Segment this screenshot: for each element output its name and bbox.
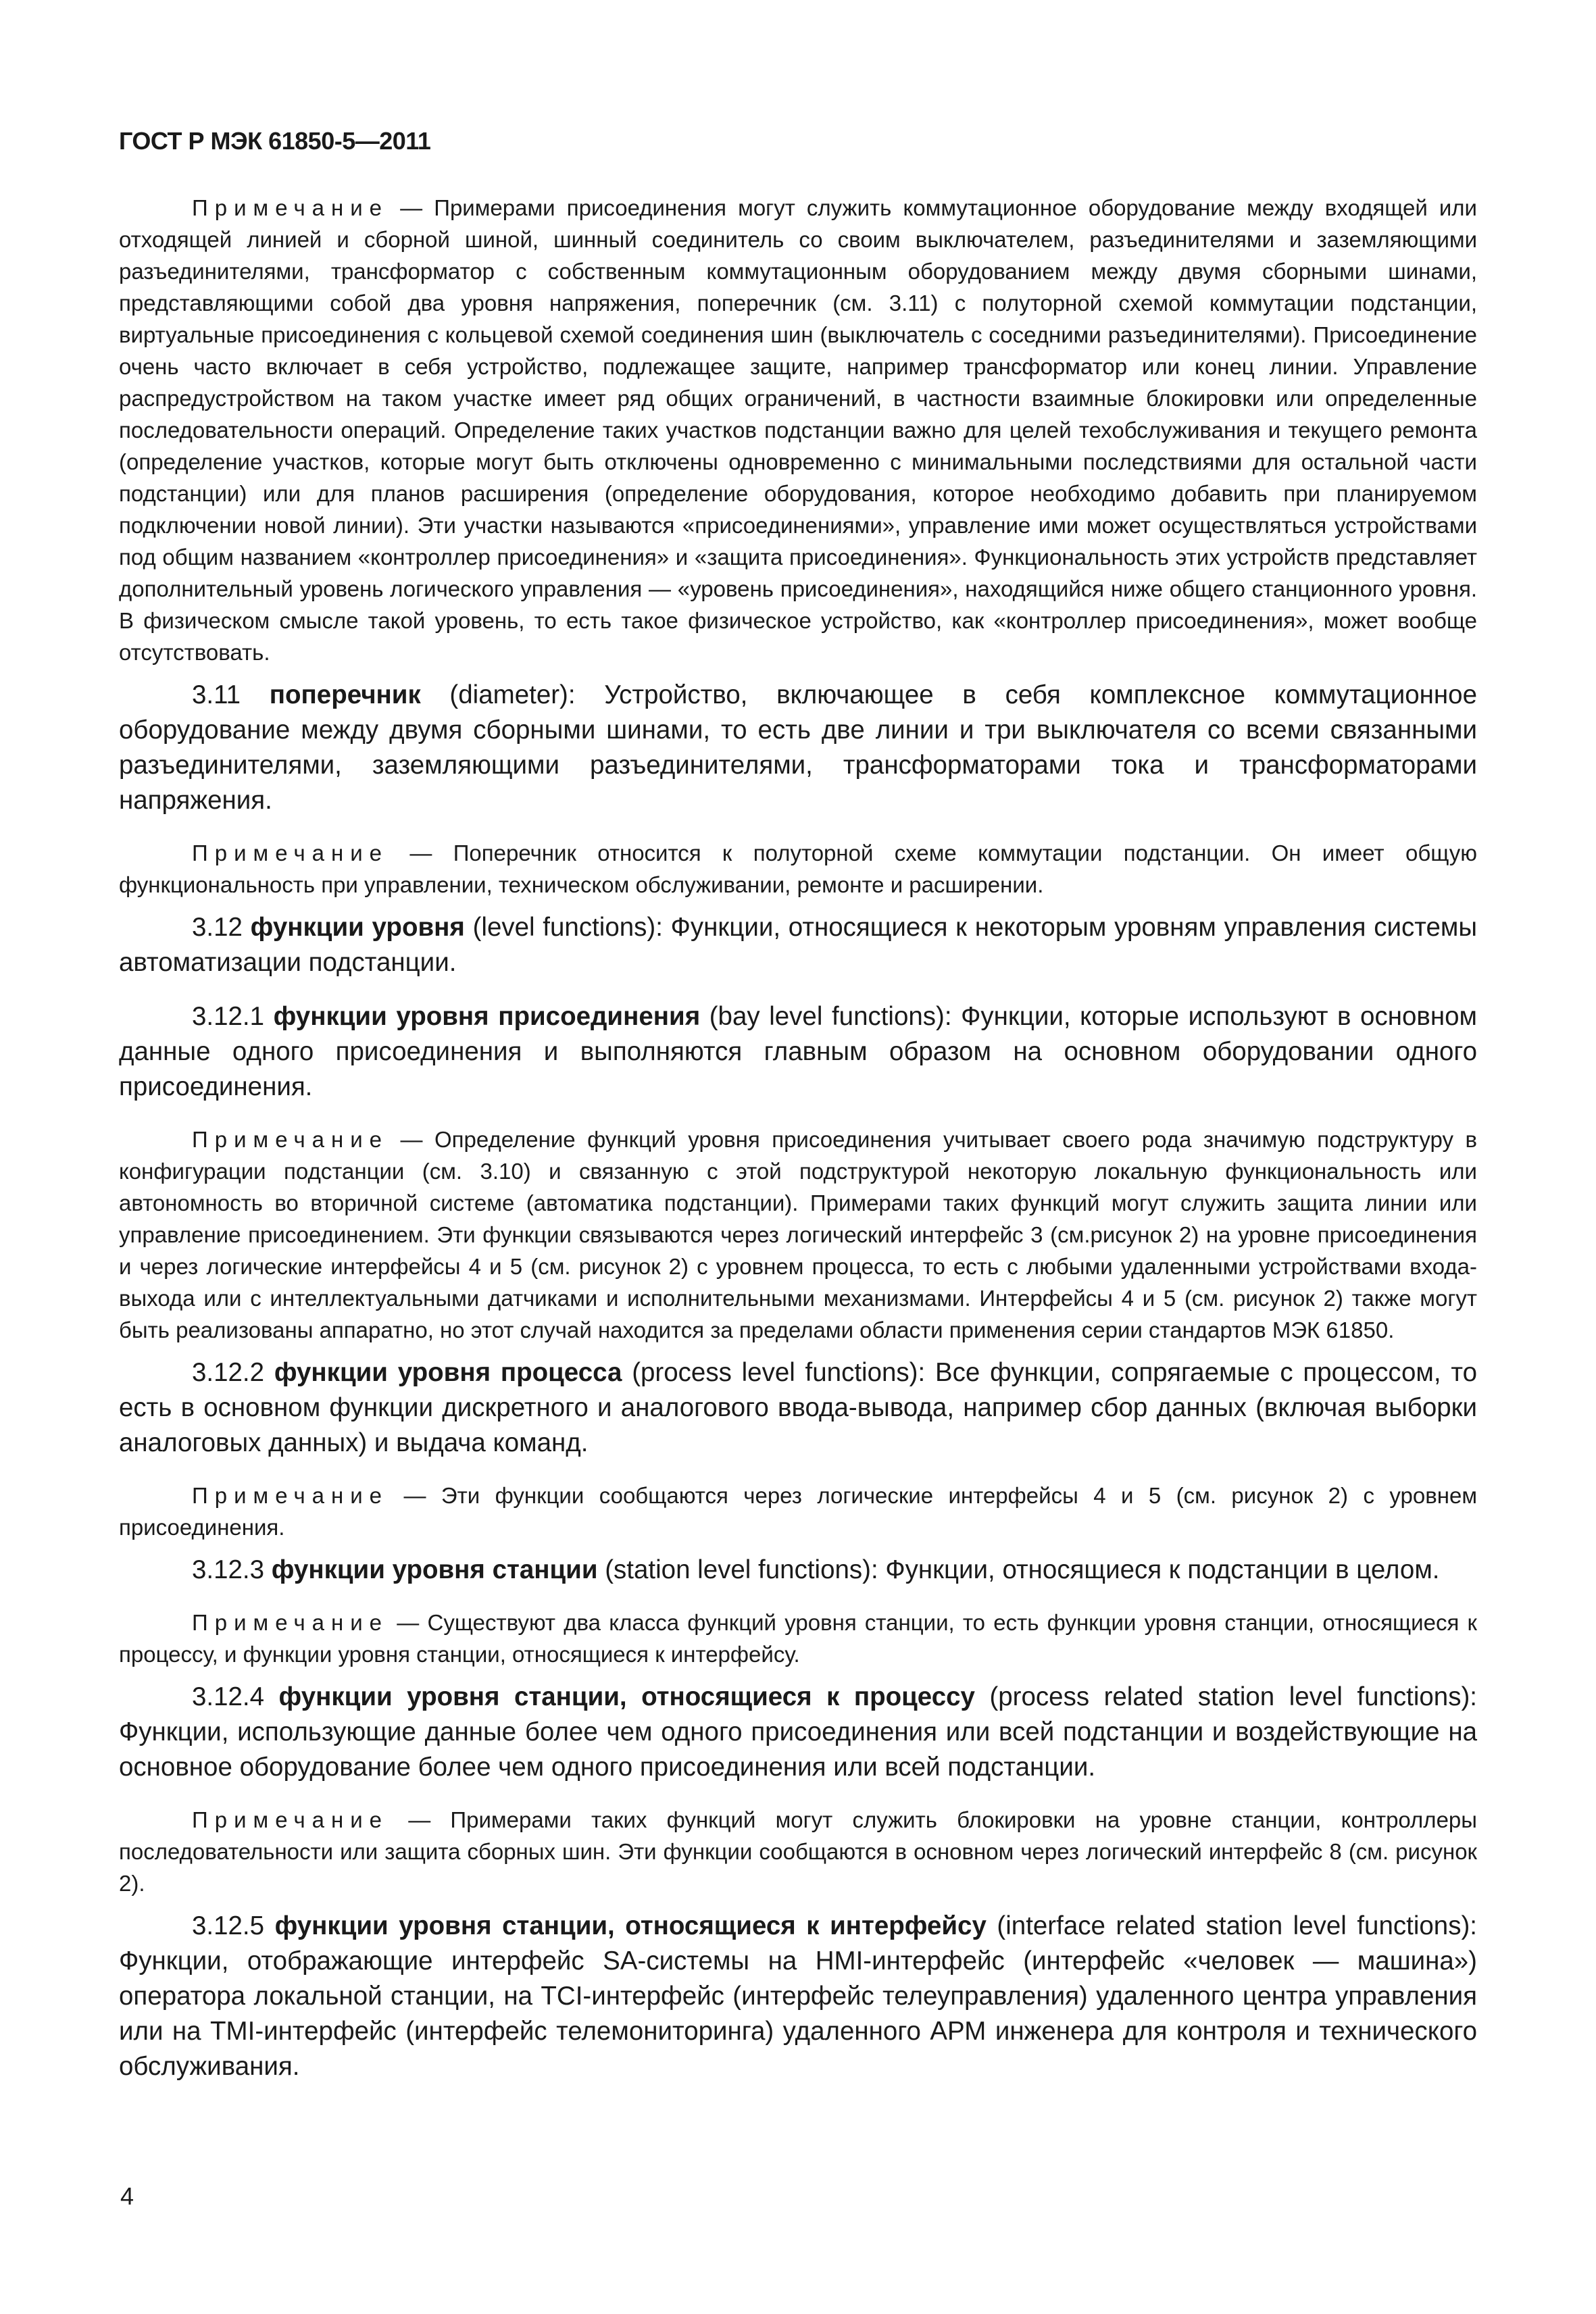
note-station-level — [119, 1607, 1477, 1670]
note-text: Эти функции сообщаются через логические интерфейсы 4 и 5 (см. рисунок 2) с уровнем присоединения. — [119, 1483, 1478, 1540]
note-process-related — [119, 1804, 1477, 1899]
term-number: 3.12.1 — [192, 1002, 274, 1031]
note-label: Примечание — [192, 1483, 389, 1508]
term-3-11 — [119, 678, 1477, 818]
term-definition: (bay level functions): Функции, которые используют в основном данные одного присоединения и выполняются главным образом на основном оборудовании одного присоединения. — [119, 1002, 1477, 1101]
note-text: Поперечник относится к полуторной схеме коммутации подстанции. Он имеет общую функциональность при управлении, техническом обслуживании, ремонте и расширении. — [119, 840, 1478, 897]
term-title: функции уровня станции, относящиеся к процессу — [278, 1682, 975, 1711]
note-separator: — — [389, 195, 434, 220]
term-title: функции уровня процесса — [274, 1358, 622, 1387]
term-definition: (interface related station level functions): Функции, отображающие интерфейс SA-системы на HMI-интерфейс (интерфейс «человек — машина») оператора локальной станции, на TCI-интерфейс (интерфейс телеуправления) удаленного центра управления или на TMI-интерфейс (интерфейс телемониторинга) удаленного АРМ инженера для контроля и технического обслуживания. — [119, 1911, 1477, 2081]
term-definition: (diameter): Устройство, включающее в себя комплексное коммутационное оборудование между двумя сборными шинами, то есть две линии и три выключателя со всеми связанными разъединителями, заземляющими разъединителями, трансформаторами тока и трансформаторами напряжения. — [119, 680, 1477, 815]
term-number: 3.12.5 — [192, 1911, 275, 1940]
note-text: Определение функций уровня присоединения учитывает своего рода значимую подструктуру в конфигурации подстанции (см. 3.10) и связанную с этой подструктурой некоторую локальную функциональность или автономность во вторичной системе (автоматика подстанции). Примерами таких функций могут служить защита линии или управление присоединением. Эти функции связываются через логический интерфейс 3 (см.рисунок 2) на уровне присоединения и через логические интерфейсы 4 и 5 (см. рисунок 2) с уровнем процесса, то есть с любыми удаленными устройствами входа-выхода или с интеллектуальными датчиками и исполнительными механизмами. Интерфейсы 4 и 5 (см. рисунок 2) также могут быть реализованы аппаратно, но этот случай находится за пределами области применения серии стандартов МЭК 61850. — [119, 1127, 1477, 1342]
note-label: Примечание — [192, 840, 389, 865]
note-label: Примечание — [192, 1127, 389, 1152]
note-separator: — — [389, 1807, 451, 1832]
term-3-12-3 — [119, 1553, 1477, 1588]
term-title: функции уровня — [250, 913, 465, 942]
note-label: Примечание — [192, 1610, 389, 1635]
note-separator: — — [389, 840, 453, 865]
term-number: 3.12.2 — [192, 1358, 274, 1387]
note-label: Примечание — [192, 1807, 389, 1832]
term-title: функции уровня присоединения — [273, 1002, 701, 1031]
term-definition: (level functions): Функции, относящиеся к некоторым уровням управления системы автоматизации подстанции. — [119, 913, 1477, 977]
note-label: Примечание — [192, 195, 389, 220]
note-separator: — — [389, 1610, 428, 1635]
note-text: Примерами таких функций могут служить блокировки на уровне станции, контроллеры последовательности или защита сборных шин. Эти функции сообщаются в основном через логический интерфейс 8 (см. рисунок 2). — [119, 1807, 1477, 1896]
term-3-12-1 — [119, 999, 1477, 1105]
term-title: функции уровня станции, относящиеся к интерфейсу — [274, 1911, 987, 1940]
term-3-12 — [119, 910, 1477, 980]
note-separator: — — [389, 1483, 441, 1508]
term-3-12-5 — [119, 1909, 1477, 2084]
note-process-level — [119, 1480, 1477, 1543]
term-number: 3.11 — [192, 680, 270, 709]
note-separator: — — [389, 1127, 434, 1152]
term-definition: (process level functions): Все функции, сопрягаемые с процессом, то есть в основном функции дискретного и аналогового ввода-вывода, например сбор данных (включая выборки аналоговых данных) и выдача команд. — [119, 1358, 1477, 1457]
note-text: Существуют два класса функций уровня станции, то есть функции уровня станции, относящиеся к процессу, и функции уровня станции, относящиеся к интерфейсу. — [119, 1610, 1477, 1667]
term-definition: (station level functions): Функции, относящиеся к подстанции в целом. — [597, 1555, 1440, 1584]
note-bay-examples — [119, 192, 1477, 668]
note-bay-level — [119, 1124, 1477, 1346]
note-diameter — [119, 837, 1477, 901]
term-title: функции уровня станции — [271, 1555, 598, 1584]
page-number: 4 — [120, 2182, 134, 2210]
term-number: 3.12 — [192, 913, 251, 942]
term-3-12-2 — [119, 1355, 1477, 1461]
term-number: 3.12.3 — [192, 1555, 272, 1584]
note-text: Примерами присоединения могут служить коммутационное оборудование между входящей или отходящей линией и сборной шиной, шинный соединитель со своим выключателем, разъединителями и заземляющими разъединителями, трансформатор с собственным коммутационным оборудованием между двумя сборными шинами, представляющими собой два уровня напряжения, поперечник (см. 3.11) с полуторной схемой коммутации подстанции, виртуальные присоединения с кольцевой схемой соединения шин (выключатель с соседними разъединителями). Присоединение очень часто включает в себя устройство, подлежащее защите, например трансформатор или конец линии. Управление распредустройством на таком участке имеет ряд общих ограничений, в частности взаимные блокировки или определенные последовательности операций. Определение таких участков подстанции важно для целей техобслуживания и текущего ремонта (определение участков, которые могут быть отключены одновременно с минимальными последствиями для остальной части подстанции) или для планов расширения (определение оборудования, которое необходимо добавить при планируемом подключении новой линии). Эти участки называются «присоединениями», управление ими может осуществляться устройствами под общим названием «контроллер присоединения» и «защита присоединения». Функциональность этих устройств представляет дополнительный уровень логического управления — «уровень присоединения», находящийся ниже общего станционного уровня. В физическом смысле такой уровень, то есть такое физическое устройство, как «контроллер присоединения», может вообще отсутствовать. — [119, 195, 1477, 665]
term-definition: (process related station level functions): Функции, использующие данные более чем одного присоединения или всей подстанции и воздействующие на основное оборудование более чем одного присоединения или всей подстанции. — [119, 1682, 1477, 1782]
standard-header: ГОСТ Р МЭК 61850-5—2011 — [119, 127, 431, 155]
term-3-12-4 — [119, 1680, 1477, 1785]
page-content — [119, 192, 1477, 2103]
term-number: 3.12.4 — [192, 1682, 279, 1711]
term-title: поперечник — [269, 680, 421, 709]
